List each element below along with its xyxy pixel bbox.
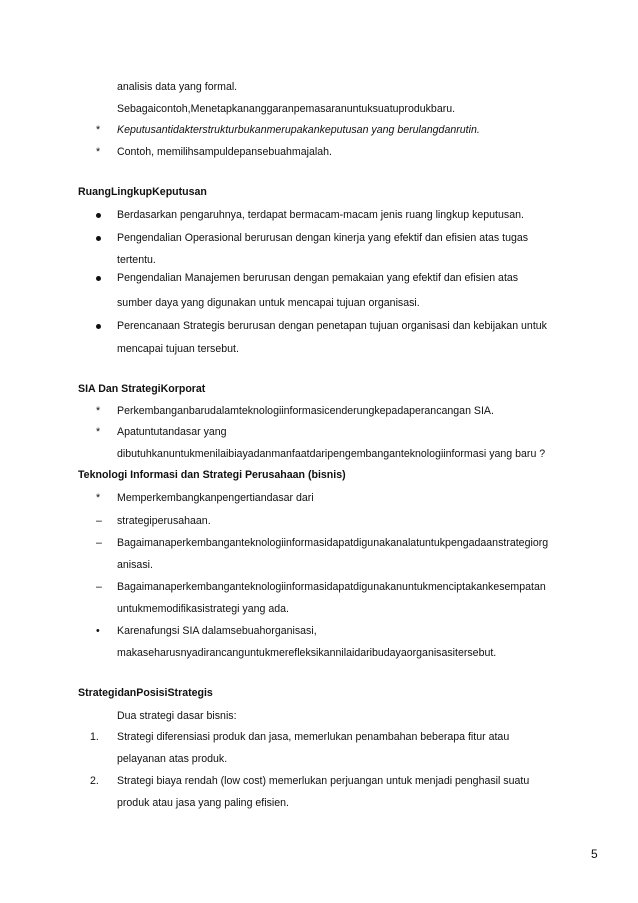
teknologi-item-1: Memperkembangkanpengertiandasar dari [117,492,314,504]
page-number: 5 [591,847,598,861]
dash-marker: – [96,581,102,593]
bullet-marker: • [96,625,100,637]
strategi-intro: Dua strategi dasar bisnis: [117,710,237,722]
dash-marker: – [96,515,102,527]
asterisk-marker: * [96,492,101,504]
intro-line-2: Sebagaicontoh,Menetapkananggaranpemasaranuntuksuatuprodukbaru. [117,103,456,115]
teknologi-last-line-2: makaseharusnyadirancanguntukmerefleksikannilaidaribudayaorganisasitersebut. [117,647,497,659]
sia-heading: SIA Dan StrategiKorporat [78,383,206,395]
ruang-bullet-2-line-2: tertentu. [117,254,156,266]
teknologi-last-line-1: Karenafungsi SIA dalamsebuahorganisasi, [117,625,317,637]
teknologi-dash-3-line-1: Bagaimanaperkembanganteknologiinformasidapatdigunakanuntukmenciptakankesempatan [117,581,546,593]
sia-item-1: Perkembanganbarudalamteknologiinformasicenderungkepadaperancangan SIA. [117,405,494,417]
teknologi-dash-3-line-2: untukmemodifikasistrategi yang ada. [117,603,289,615]
number-marker: 1. [90,731,99,743]
strategi-heading: StrategidanPosisiStrategis [78,687,213,699]
teknologi-heading: Teknologi Informasi dan Strategi Perusahaan (bisnis) [78,469,346,481]
ruang-bullet-4-line-1: Perencanaan Strategis berurusan dengan penetapan tujuan organisasi dan kebijakan untuk [117,320,547,332]
ruang-bullet-3-line-2: sumber daya yang digunakan untuk mencapai tujuan organisasi. [117,297,420,309]
teknologi-dash-1: strategiperusahaan. [117,515,211,527]
bullet-dot-icon [96,276,101,281]
strategi-item-2-line-1: Strategi biaya rendah (low cost) memerlukan perjuangan untuk menjadi penghasil suatu [117,775,530,787]
asterisk-marker: * [96,426,101,438]
asterisk-marker: * [96,124,101,136]
dash-marker: – [96,537,102,549]
sia-item-2: Apatuntutandasar yang [117,426,227,438]
bullet-dot-icon [96,324,101,329]
strategi-item-2-line-2: produk atau jasa yang paling efisien. [117,797,289,809]
teknologi-dash-2-line-1: Bagaimanaperkembanganteknologiinformasidapatdigunakanalatuntukpengadaanstrategiorg [117,537,549,549]
ruang-bullet-4-line-2: mencapai tujuan tersebut. [117,343,239,355]
ruang-heading: RuangLingkupKeputusan [78,186,207,198]
asterisk-marker: * [96,405,101,417]
ruang-bullet-1: Berdasarkan pengaruhnya, terdapat bermacam-macam jenis ruang lingkup keputusan. [117,209,524,221]
number-marker: 2. [90,775,99,787]
bullet-dot-icon [96,213,101,218]
intro-line-1: analisis data yang formal. [117,81,238,93]
asterisk-marker: * [96,146,101,158]
strategi-item-1-line-2: pelayanan atas produk. [117,753,228,765]
teknologi-dash-2-line-2: anisasi. [117,559,153,571]
sia-continuation: dibutuhkanuntukmenilaibiayadanmanfaatdaripengembanganteknologiinformasi yang baru ? [117,448,546,460]
bullet-dot-icon [96,236,101,241]
ruang-bullet-3-line-1: Pengendalian Manajemen berurusan dengan pemakaian yang efektif dan efisien atas [117,272,519,284]
intro-item-1: Keputusantidakterstrukturbukanmerupakankeputusan yang berulangdanrutin. [117,124,480,136]
strategi-item-1-line-1: Strategi diferensiasi produk dan jasa, memerlukan penambahan beberapa fitur atau [117,731,510,743]
ruang-bullet-2-line-1: Pengendalian Operasional berurusan dengan kinerja yang efektif dan efisien atas tugas [117,232,529,244]
intro-item-2: Contoh, memilihsampuldepansebuahmajalah. [117,146,332,158]
